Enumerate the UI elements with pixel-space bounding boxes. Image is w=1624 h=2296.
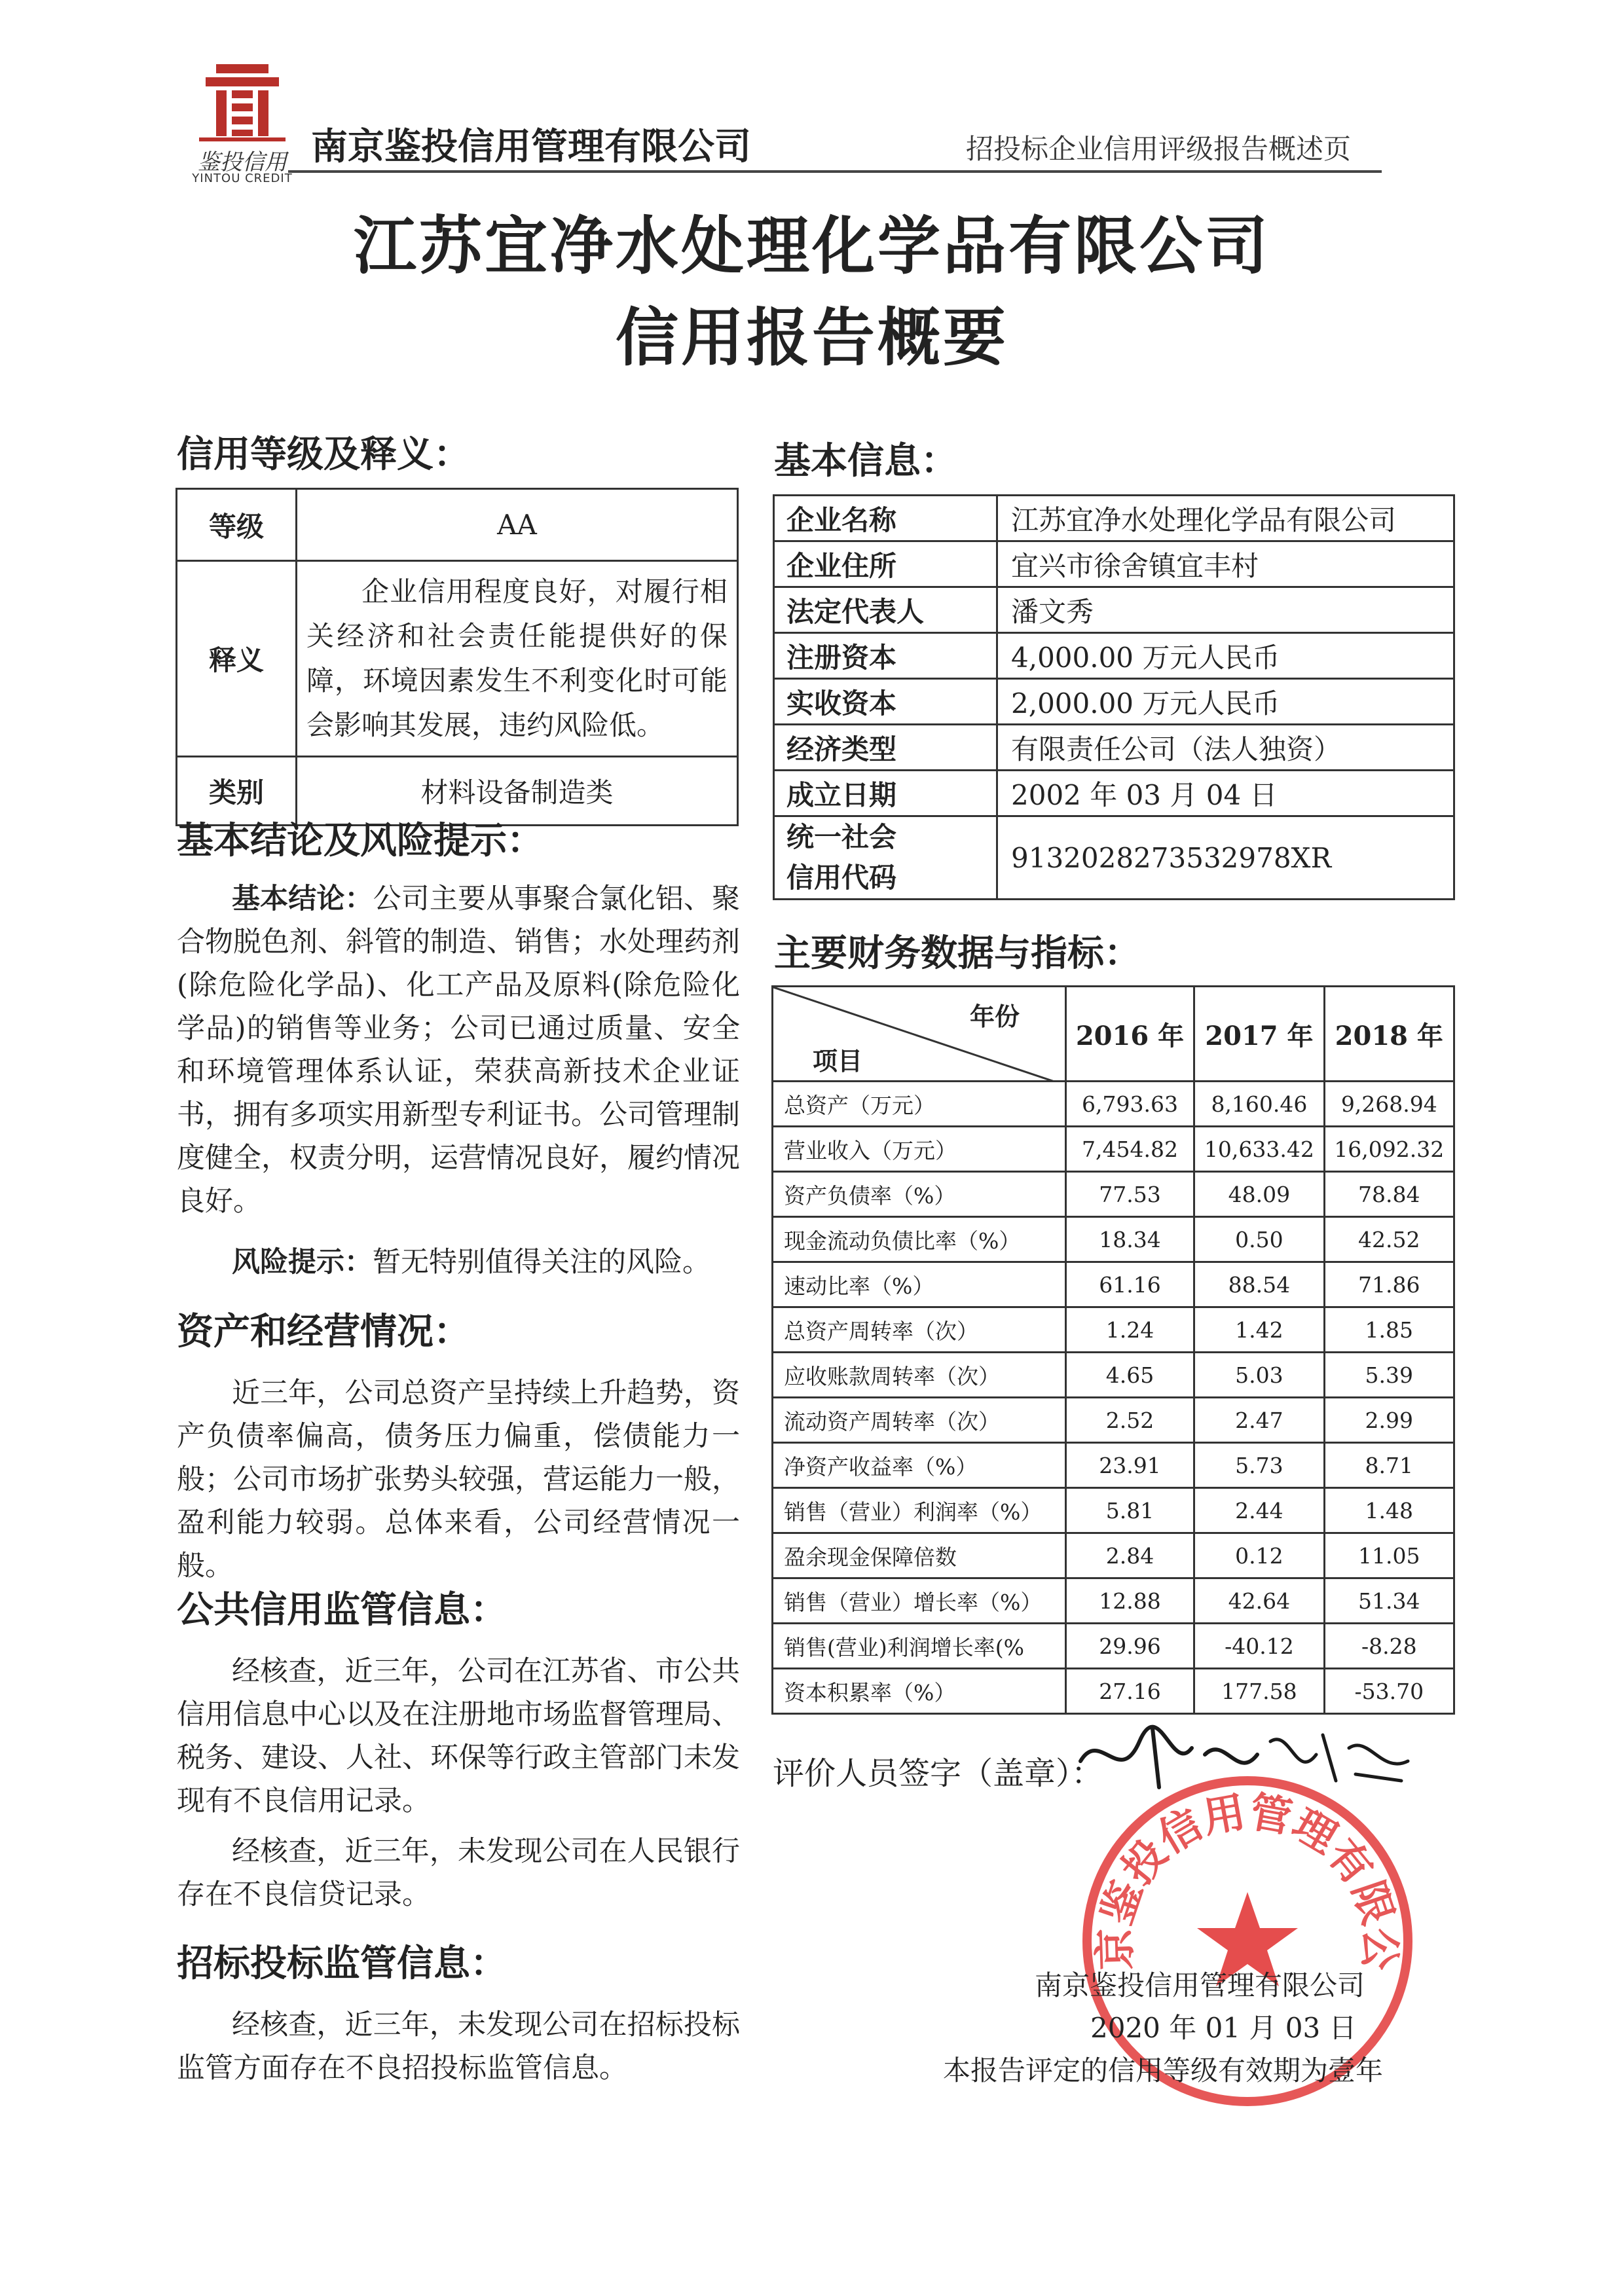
info-label: 企业名称: [774, 496, 997, 541]
finance-value: 16,092.32: [1324, 1127, 1454, 1172]
finance-value: -40.12: [1194, 1624, 1324, 1669]
finance-metric-name: 营业收入（万元）: [773, 1127, 1066, 1172]
info-value: 2,000.00 万元人民币: [997, 679, 1454, 725]
credit-code-label-line2: 信用代码: [786, 862, 897, 894]
risk-label: 风险提示：: [232, 1246, 373, 1279]
info-label: 实收资本: [774, 679, 997, 725]
finance-value: 8.71: [1324, 1443, 1454, 1488]
finance-value: 88.54: [1194, 1262, 1324, 1307]
finance-metric-name: 总资产（万元）: [773, 1082, 1066, 1127]
grade-label: 等级: [177, 489, 297, 561]
finance-value: 42.64: [1194, 1578, 1324, 1624]
finance-row: [773, 1353, 1454, 1398]
info-row: [774, 496, 1454, 541]
description-label: 释义: [177, 561, 297, 757]
finance-value: 5.81: [1065, 1488, 1194, 1533]
finance-value: 0.50: [1194, 1217, 1324, 1262]
finance-value: 2.84: [1065, 1533, 1194, 1578]
finance-metric-name: 应收账款周转率（次）: [773, 1353, 1066, 1398]
finance-row: [773, 1488, 1454, 1533]
rating-table: [175, 488, 739, 826]
finance-row: [773, 1172, 1454, 1217]
finance-row: [773, 1217, 1454, 1262]
finance-value: 1.24: [1065, 1307, 1194, 1353]
basic-info-table: [773, 494, 1455, 900]
finance-row: [773, 1443, 1454, 1488]
finance-value: 7,454.82: [1065, 1127, 1194, 1172]
info-row: [774, 725, 1454, 771]
finance-value: 11.05: [1324, 1533, 1454, 1578]
finance-value: 1.42: [1194, 1307, 1324, 1353]
basic-info-heading: 基本信息：: [774, 440, 957, 483]
finance-value: 2.44: [1194, 1488, 1324, 1533]
header-page-type: 招投标企业信用评级报告概述页: [966, 133, 1352, 165]
credit-code-label-line1: 统一社会: [786, 821, 897, 853]
info-row: [774, 587, 1454, 633]
info-value: 江苏宜净水处理化学品有限公司: [997, 496, 1454, 541]
finance-value: 77.53: [1065, 1172, 1194, 1217]
finance-value: 4.65: [1065, 1353, 1194, 1398]
footer-date: 2020 年 01 月 03 日: [1090, 2012, 1357, 2044]
footer-validity: 本报告评定的信用等级有效期为壹年: [943, 2054, 1384, 2086]
year-header-2018: 2018 年: [1324, 987, 1454, 1082]
risk-paragraph: [177, 1241, 740, 1284]
finance-value: 71.86: [1324, 1262, 1454, 1307]
finance-value: 5.39: [1324, 1353, 1454, 1398]
finance-value: 42.52: [1324, 1217, 1454, 1262]
footer-company: 南京鉴投信用管理有限公司: [1035, 1969, 1365, 2001]
assets-heading: 资产和经营情况：: [177, 1311, 470, 1353]
bidding-text: 经核查，近三年，未发现公司在招标投标监管方面存在不良招投标监管信息。: [177, 2009, 740, 2085]
info-row: [774, 633, 1454, 679]
info-row: [774, 541, 1454, 587]
finance-heading: 主要财务数据与指标：: [774, 932, 1141, 975]
grade-value: AA: [297, 489, 738, 561]
info-value: 宜兴市徐舍镇宜丰村: [997, 541, 1454, 587]
header-divider: [288, 170, 1382, 173]
finance-row: [773, 1262, 1454, 1307]
info-label: 成立日期: [774, 771, 997, 816]
conclusion-text: 公司主要从事聚合氯化铝、聚合物脱色剂、斜管的制造、销售；水处理药剂(除危险化学品)、化工产品及原料(除危险化学品)的销售等业务；公司已通过质量、安全和环境管理体系认证，荣获高新技术企业证书，拥有多项实用新型专利证书。公司管理制度健全，权责分明，运营情况良好，履约情况良好。: [177, 883, 741, 1218]
finance-value: 0.12: [1194, 1533, 1324, 1578]
finance-metric-name: 流动资产周转率（次）: [773, 1398, 1066, 1443]
report-company-title: 江苏宜净水处理化学品有限公司: [354, 210, 1270, 283]
finance-table: [771, 985, 1455, 1715]
public-credit-text-2: 经核查，近三年，未发现公司在人民银行存在不良信贷记录。: [177, 1835, 740, 1911]
finance-metric-name: 销售(营业)利润增长率(%: [773, 1624, 1066, 1669]
finance-value: 10,633.42: [1194, 1127, 1324, 1172]
header-company-name: 南京鉴投信用管理有限公司: [311, 126, 751, 168]
finance-value: -8.28: [1324, 1624, 1454, 1669]
credit-code-value: 9132028273532978XR: [997, 816, 1454, 900]
finance-metric-name: 资产负债率（%）: [773, 1172, 1066, 1217]
finance-value: 1.48: [1324, 1488, 1454, 1533]
finance-metric-name: 销售（营业）利润率（%）: [773, 1488, 1066, 1533]
info-label: 经济类型: [774, 725, 997, 771]
assets-text: 近三年，公司总资产呈持续上升趋势，资产负债率偏高，债务压力偏重，偿债能力一般；公司市场扩张势头较强，营运能力一般，盈利能力较弱。总体来看，公司经营情况一般。: [177, 1377, 740, 1582]
public-credit-text-1: 经核查，近三年，公司在江苏省、市公共信用信息中心以及在注册地市场监督管理局、税务、建设、人社、环保等行政主管部门未发现有不良信用记录。: [177, 1655, 740, 1817]
logo-subtext: YINTOU CREDIT: [192, 172, 293, 185]
category-label: 类别: [177, 757, 297, 826]
finance-metric-name: 净资产收益率（%）: [773, 1443, 1066, 1488]
info-label: 注册资本: [774, 633, 997, 679]
finance-metric-name: 盈余现金保障倍数: [773, 1533, 1066, 1578]
conclusion-label: 基本结论：: [232, 883, 373, 915]
corner-item-label: 项目: [813, 1047, 863, 1076]
info-label: 企业住所: [774, 541, 997, 587]
finance-value: 29.96: [1065, 1624, 1194, 1669]
finance-value: 48.09: [1194, 1172, 1324, 1217]
finance-metric-name: 销售（营业）增长率（%）: [773, 1578, 1066, 1624]
finance-value: 1.85: [1324, 1307, 1454, 1353]
year-header-2017: 2017 年: [1194, 987, 1324, 1082]
finance-row: [773, 1533, 1454, 1578]
finance-value: 12.88: [1065, 1578, 1194, 1624]
finance-value: 23.91: [1065, 1443, 1194, 1488]
finance-metric-name: 速动比率（%）: [773, 1262, 1066, 1307]
finance-corner-cell: [773, 987, 1066, 1082]
finance-metric-name: 总资产周转率（次）: [773, 1307, 1066, 1353]
risk-text: 暂无特别值得关注的风险。: [373, 1246, 710, 1279]
rating-heading: 信用等级及释义：: [177, 433, 470, 476]
finance-value: 5.73: [1194, 1443, 1324, 1488]
report-title: 信用报告概要: [616, 301, 1008, 374]
finance-row: [773, 1307, 1454, 1353]
finance-value: 6,793.63: [1065, 1082, 1194, 1127]
finance-row: [773, 1398, 1454, 1443]
finance-row: [773, 1669, 1454, 1714]
finance-value: 51.34: [1324, 1578, 1454, 1624]
credit-code-label: [774, 816, 997, 900]
logo-text: 鉴投信用: [198, 149, 287, 175]
info-label: 法定代表人: [774, 587, 997, 633]
info-value: 潘文秀: [997, 587, 1454, 633]
finance-metric-name: 现金流动负债比率（%）: [773, 1217, 1066, 1262]
info-row: [774, 679, 1454, 725]
finance-value: -53.70: [1324, 1669, 1454, 1714]
finance-value: 177.58: [1194, 1669, 1324, 1714]
year-header-2016: 2016 年: [1065, 987, 1194, 1082]
finance-value: 8,160.46: [1194, 1082, 1324, 1127]
finance-value: 9,268.94: [1324, 1082, 1454, 1127]
finance-value: 5.03: [1194, 1353, 1324, 1398]
finance-value: 78.84: [1324, 1172, 1454, 1217]
finance-value: 61.16: [1065, 1262, 1194, 1307]
conclusion-heading: 基本结论及风险提示：: [177, 820, 544, 862]
description-value: 企业信用程度良好，对履行相关经济和社会责任能提供好的保障，环境因素发生不利变化时可能会影响其发展，违约风险低。: [297, 561, 738, 757]
seal-text: 京鉴投信用管理有限公: [1091, 1787, 1404, 1971]
finance-row: [773, 1082, 1454, 1127]
signer-label: 评价人员签字（盖章）：: [773, 1755, 1103, 1792]
info-value: 有限责任公司（法人独资）: [997, 725, 1454, 771]
finance-value: 2.47: [1194, 1398, 1324, 1443]
info-value: 2002 年 03 月 04 日: [997, 771, 1454, 816]
finance-row: [773, 1624, 1454, 1669]
bidding-heading: 招标投标监管信息：: [177, 1942, 507, 1985]
finance-metric-name: 资本积累率（%）: [773, 1669, 1066, 1714]
conclusion-paragraph: [177, 877, 740, 1223]
corner-year-label: 年份: [970, 1002, 1020, 1031]
finance-value: 18.34: [1065, 1217, 1194, 1262]
info-value: 4,000.00 万元人民币: [997, 633, 1454, 679]
finance-row: [773, 1578, 1454, 1624]
category-value: 材料设备制造类: [297, 757, 738, 826]
finance-value: 27.16: [1065, 1669, 1194, 1714]
info-row: [774, 771, 1454, 816]
finance-value: 2.99: [1324, 1398, 1454, 1443]
public-credit-heading: 公共信用监管信息：: [177, 1589, 507, 1631]
finance-value: 2.52: [1065, 1398, 1194, 1443]
finance-row: [773, 1127, 1454, 1172]
